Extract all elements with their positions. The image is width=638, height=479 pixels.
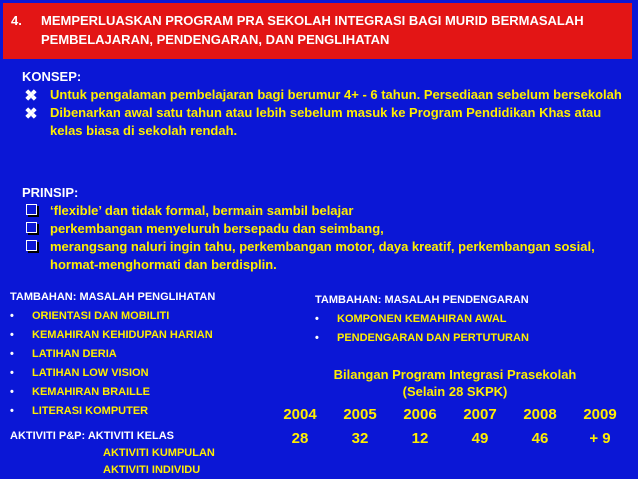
penglihatan-item: • KEMAHIRAN BRAILLE — [10, 386, 150, 398]
aktiviti-panel — [10, 428, 215, 479]
statistik-heading-line-2: (Selain 28 SKPK) — [402, 384, 508, 399]
penglihatan-item: • LATIHAN DERIA — [10, 348, 117, 360]
pendengaran-item: • KOMPONEN KEMAHIRAN AWAL — [315, 313, 507, 325]
prinsip-item: perkembangan menyeluruh bersepadu dan seimbang, — [22, 220, 622, 238]
statistik-heading — [285, 366, 625, 400]
checkbox-bullet-icon — [26, 222, 37, 233]
konsep-item: Dibenarkan awal satu tahun atau lebih sebelum masuk ke Program Pendidikan Khas atau kelas biasa di sekolah rendah. — [22, 104, 622, 140]
penglihatan-item: • KEMAHIRAN KEHIDUPAN HARIAN — [10, 329, 213, 341]
diamond-bullet-icon — [26, 108, 36, 118]
count-cell: 32 — [351, 430, 369, 447]
penglihatan-heading: TAMBAHAN: MASALAH PENGLIHATAN — [10, 291, 216, 303]
prinsip-section — [22, 184, 622, 274]
checkbox-bullet-icon — [26, 204, 37, 215]
year-cell: 2006 — [403, 406, 437, 423]
diamond-bullet-icon — [26, 90, 36, 100]
year-cell: 2007 — [463, 406, 497, 423]
checkbox-bullet-icon — [26, 240, 37, 251]
count-cell: + 9 — [589, 430, 611, 447]
prinsip-item: ‘flexible’ dan tidak formal, bermain sambil belajar — [22, 202, 622, 220]
penglihatan-item: • LATIHAN LOW VISION — [10, 367, 149, 379]
prinsip-item: merangsang naluri ingin tahu, perkembangan motor, daya kreatif, perkembangan sosial, hormat-menghormati dan berdisplin. — [22, 238, 622, 274]
count-cell: 28 — [291, 430, 309, 447]
statistik-years-row — [270, 406, 630, 423]
aktiviti-line-2: AKTIVITI KUMPULAN — [103, 447, 215, 459]
statistik-heading-line-1: Bilangan Program Integrasi Prasekolah — [333, 367, 577, 382]
count-cell: 49 — [471, 430, 489, 447]
count-cell: 12 — [411, 430, 429, 447]
penglihatan-item: • LITERASI KOMPUTER — [10, 405, 149, 417]
title-line-2: PEMBELAJARAN, PENDENGARAN, DAN PENGLIHATAN — [41, 32, 390, 47]
pendengaran-item: • PENDENGARAN DAN PERTUTURAN — [315, 332, 529, 344]
title-banner — [3, 3, 632, 59]
year-cell: 2009 — [583, 406, 617, 423]
penglihatan-item: • ORIENTASI DAN MOBILITI — [10, 310, 170, 322]
aktiviti-line-3: AKTIVITI INDIVIDU — [103, 464, 201, 476]
penglihatan-panel — [10, 288, 270, 421]
aktiviti-line-1: AKTIVITI P&P: AKTIVITI KELAS — [10, 430, 174, 442]
konsep-item: Untuk pengalaman pembelajaran bagi berumur 4+ - 6 tahun. Persediaan sebelum bersekolah — [22, 86, 622, 104]
pendengaran-heading: TAMBAHAN: MASALAH PENDENGARAN — [315, 294, 529, 306]
year-cell: 2004 — [283, 406, 317, 423]
konsep-heading: KONSEP: — [22, 69, 82, 84]
statistik-counts-row — [270, 430, 630, 447]
year-cell: 2008 — [523, 406, 557, 423]
pendengaran-panel — [315, 291, 625, 348]
count-cell: 46 — [531, 430, 549, 447]
konsep-section — [22, 68, 622, 140]
title-line-1: MEMPERLUASKAN PROGRAM PRA SEKOLAH INTEGRASI BAGI MURID BERMASALAH — [41, 13, 584, 28]
prinsip-heading: PRINSIP: — [22, 185, 79, 200]
title-number: 4. — [11, 13, 22, 28]
year-cell: 2005 — [343, 406, 377, 423]
